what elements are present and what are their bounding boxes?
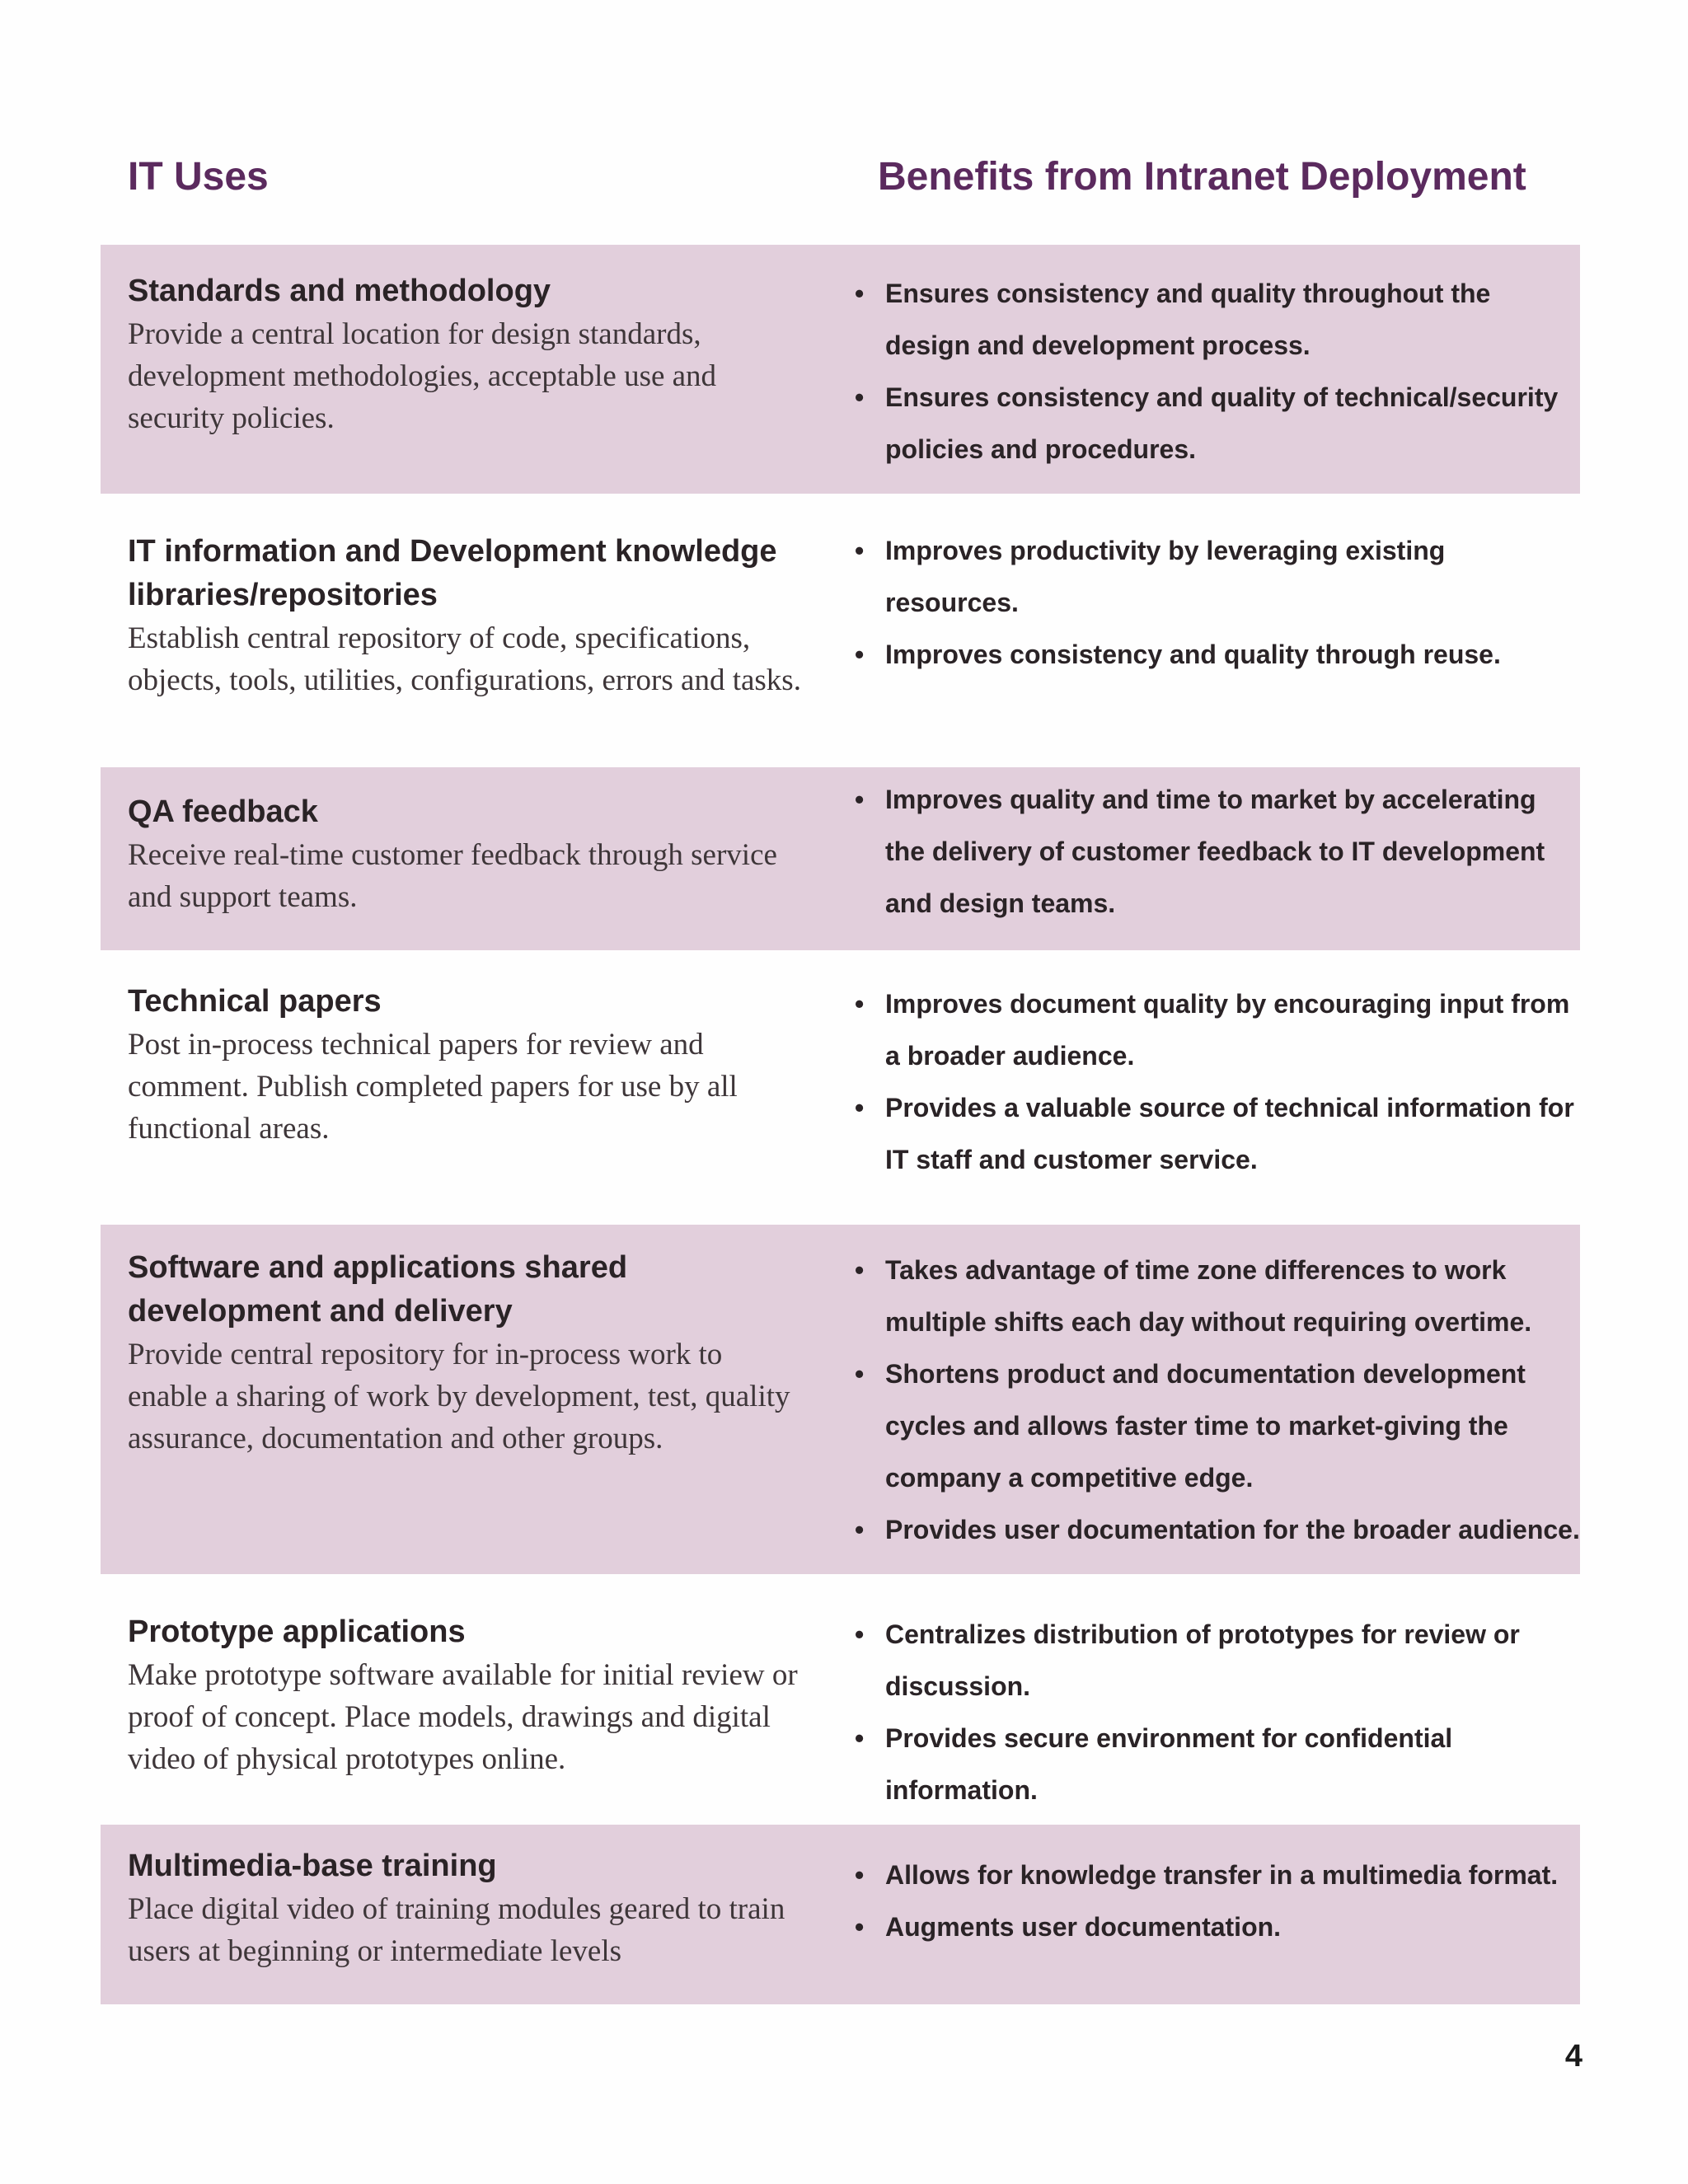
bullet-icon: • bbox=[855, 1912, 865, 1942]
it-use-title: QA feedback bbox=[128, 794, 318, 829]
benefits-list bbox=[855, 978, 1580, 1186]
it-use-cell bbox=[128, 530, 804, 701]
table-row bbox=[101, 960, 1580, 1216]
it-use-title: Technical papers bbox=[128, 984, 382, 1019]
it-use-title: Multimedia-base training bbox=[128, 1849, 497, 1883]
bullet-icon: • bbox=[855, 1723, 865, 1753]
it-use-title: Software and applications shared development and delivery bbox=[128, 1250, 628, 1329]
it-use-description: Post in-process technical papers for review and comment. Publish completed papers for use by all functional areas. bbox=[128, 1028, 738, 1146]
bullet-icon: • bbox=[855, 1860, 865, 1890]
benefit-item: • Improves quality and time to market by accelerating the delivery of customer feedback to IT development and design teams. bbox=[855, 774, 1580, 930]
benefits-list bbox=[855, 268, 1580, 476]
bullet-icon: • bbox=[855, 382, 865, 412]
table-row bbox=[101, 1591, 1580, 1805]
column-header-it-uses: IT Uses bbox=[128, 155, 269, 199]
benefit-item: • Improves document quality by encouraging input from a broader audience. bbox=[855, 978, 1580, 1082]
benefit-item: • Allows for knowledge transfer in a multimedia format. bbox=[855, 1849, 1580, 1901]
benefits-list bbox=[855, 525, 1580, 681]
table-row bbox=[101, 245, 1580, 494]
table-row bbox=[101, 1825, 1580, 2004]
benefits-list bbox=[855, 1609, 1580, 1816]
it-use-cell bbox=[128, 1246, 804, 1460]
it-use-title: Standards and methodology bbox=[128, 274, 551, 308]
benefit-item: • Improves productivity by leveraging existing resources. bbox=[855, 525, 1580, 629]
it-use-cell bbox=[128, 980, 804, 1150]
benefit-item: • Takes advantage of time zone differences to work multiple shifts each day without requiring overtime. bbox=[855, 1244, 1580, 1348]
it-use-cell bbox=[128, 790, 804, 918]
table-row bbox=[101, 1225, 1580, 1574]
it-use-description: Provide a central location for design standards, development methodologies, acceptable use and security policies. bbox=[128, 317, 717, 435]
it-use-cell bbox=[128, 1610, 804, 1780]
benefit-item: • Improves consistency and quality through reuse. bbox=[855, 629, 1580, 681]
it-use-description: Establish central repository of code, specifications, objects, tools, utilities, configurations, errors and tasks. bbox=[128, 621, 801, 697]
it-use-title: Prototype applications bbox=[128, 1615, 466, 1649]
it-use-description: Receive real-time customer feedback through service and support teams. bbox=[128, 838, 777, 914]
table-row bbox=[101, 507, 1580, 764]
benefit-item: • Augments user documentation. bbox=[855, 1901, 1580, 1953]
benefit-item: • Ensures consistency and quality throughout the design and development process. bbox=[855, 268, 1580, 372]
it-use-title: IT information and Development knowledge libraries/repositories bbox=[128, 534, 777, 612]
bullet-icon: • bbox=[855, 1255, 865, 1285]
benefit-item: • Shortens product and documentation development cycles and allows faster time to market-giving the company a competitive edge. bbox=[855, 1348, 1580, 1504]
it-use-description: Place digital video of training modules geared to train users at beginning or intermediate levels bbox=[128, 1892, 785, 1968]
it-use-description: Provide central repository for in-process work to enable a sharing of work by development, test, quality assurance, documentation and other groups. bbox=[128, 1338, 790, 1455]
page-number: 4 bbox=[1564, 2039, 1582, 2074]
bullet-icon: • bbox=[855, 1619, 865, 1649]
column-header-benefits: Benefits from Intranet Deployment bbox=[878, 155, 1526, 199]
benefit-item: • Ensures consistency and quality of technical/security policies and procedures. bbox=[855, 372, 1580, 476]
it-use-cell bbox=[128, 269, 804, 439]
bullet-icon: • bbox=[855, 785, 865, 814]
bullet-icon: • bbox=[855, 1359, 865, 1389]
benefit-item: • Centralizes distribution of prototypes for review or discussion. bbox=[855, 1609, 1580, 1713]
bullet-icon: • bbox=[855, 640, 865, 669]
bullet-icon: • bbox=[855, 536, 865, 565]
bullet-icon: • bbox=[855, 279, 865, 308]
benefit-item: • Provides user documentation for the broader audience. bbox=[855, 1504, 1580, 1556]
benefit-item: • Provides secure environment for confidential information. bbox=[855, 1713, 1580, 1816]
benefits-list bbox=[855, 1244, 1580, 1556]
it-use-cell bbox=[128, 1844, 804, 1972]
table-row bbox=[101, 767, 1580, 950]
it-use-description: Make prototype software available for initial review or proof of concept. Place models, drawings and digital video of physical prototypes online. bbox=[128, 1658, 798, 1776]
benefits-list bbox=[855, 1849, 1580, 1953]
benefits-list bbox=[855, 774, 1580, 930]
bullet-icon: • bbox=[855, 1093, 865, 1122]
bullet-icon: • bbox=[855, 989, 865, 1019]
benefit-item: • Provides a valuable source of technical information for IT staff and customer service. bbox=[855, 1082, 1580, 1186]
bullet-icon: • bbox=[855, 1515, 865, 1544]
